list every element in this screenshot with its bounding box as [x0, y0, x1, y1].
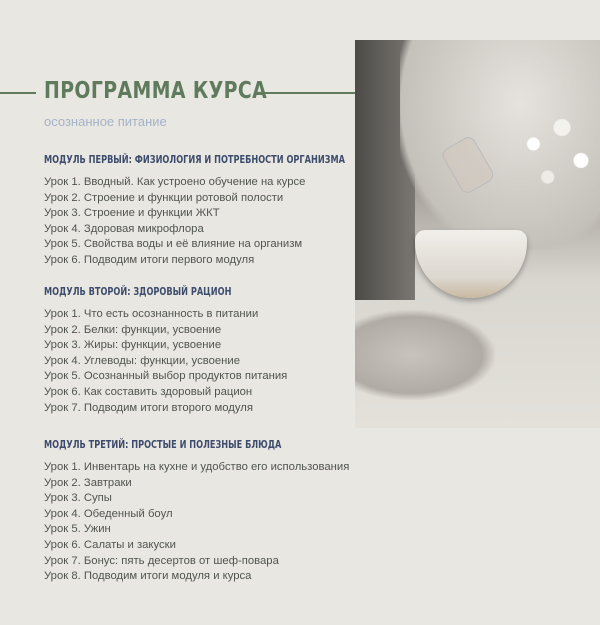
title-line-right	[263, 92, 355, 94]
module-heading: МОДУЛЬ ТРЕТИЙ: ПРОСТЫЕ И ПОЛЕЗНЫЕ БЛЮДА	[44, 439, 282, 451]
lesson-item: Урок 3. Супы	[44, 492, 112, 505]
lesson-item: Урок 4. Углеводы: функции, усвоение	[44, 354, 240, 367]
module-2	[44, 285, 287, 416]
lesson-item: Урок 2. Завтраки	[44, 476, 132, 489]
page-title: ПРОГРАММА КУРСА	[44, 78, 268, 104]
lesson-item: Урок 5. Ужин	[44, 523, 111, 536]
lesson-item: Урок 2. Белки: функции, усвоение	[44, 323, 222, 336]
page-subtitle: осознанное питание	[44, 114, 167, 129]
module-1	[44, 153, 430, 269]
lesson-item: Урок 1. Что есть осознанность в питании	[44, 308, 259, 320]
lesson-item: Урок 4. Обеденный боул	[44, 507, 173, 520]
lesson-item: Урок 2. Строение и функции ротовой полости	[44, 191, 284, 204]
module-heading: МОДУЛЬ ВТОРОЙ: ЗДОРОВЫЙ РАЦИОН	[44, 286, 232, 298]
lesson-item: Урок 3. Строение и функции ЖКТ	[44, 207, 220, 220]
module-3	[44, 438, 349, 585]
lesson-item: Урок 8. Подводим итоги модуля и курса	[44, 570, 252, 583]
lesson-item: Урок 6. Салаты и закуски	[44, 538, 176, 551]
title-line-left	[0, 92, 36, 94]
lesson-item: Урок 1. Инвентарь на кухне и удобство его использования	[44, 461, 350, 473]
lesson-item: Урок 6. Как составить здоровый рацион	[44, 385, 253, 398]
lesson-item: Урок 5. Свойства воды и её влияние на организм	[44, 238, 303, 251]
lesson-item: Урок 1. Вводный. Как устроено обучение на курсе	[44, 176, 306, 188]
lesson-item: Урок 4. Здоровая микрофлора	[44, 222, 204, 235]
lesson-item: Урок 7. Бонус: пять десертов от шеф-повара	[44, 554, 279, 567]
module-heading: МОДУЛЬ ПЕРВЫЙ: ФИЗИОЛОГИЯ И ПОТРЕБНОСТИ ОРГАНИЗМА	[44, 154, 345, 166]
lesson-item: Урок 3. Жиры: функции, усвоение	[44, 339, 222, 352]
lesson-item: Урок 5. Осознанный выбор продуктов питания	[44, 370, 288, 383]
lesson-item: Урок 7. Подводим итоги второго модуля	[44, 401, 253, 414]
lesson-item: Урок 6. Подводим итоги первого модуля	[44, 253, 255, 266]
